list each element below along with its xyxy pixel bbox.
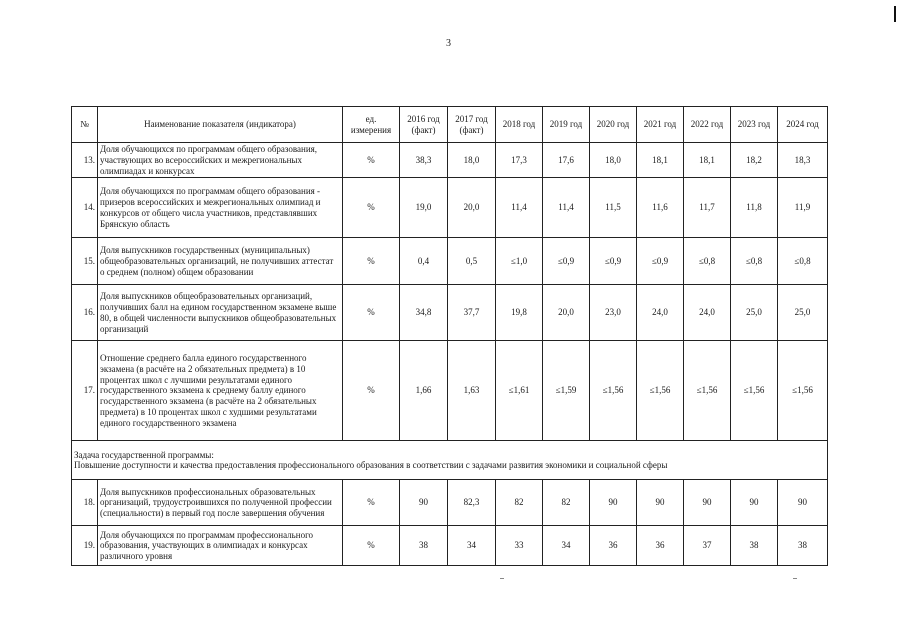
unit-cell: % [343, 480, 400, 526]
value-cell: 19,0 [400, 178, 448, 238]
value-cell: 38 [731, 526, 778, 566]
value-cell: 11,6 [637, 178, 684, 238]
row-number: 19. [72, 526, 98, 566]
value-cell: ≤1,56 [778, 341, 828, 441]
value-cell: 34 [448, 526, 496, 566]
value-cell: ≤0,9 [543, 238, 590, 285]
page-edge-mark [894, 6, 896, 22]
value-cell: 38 [400, 526, 448, 566]
indicator-name: Доля выпускников профессиональных образовательных организаций, трудоустроившихся по полученной профессии (специальности) в первый год после завершения обучения [98, 480, 343, 526]
value-cell: 33 [496, 526, 543, 566]
task-text: Повышение доступности и качества предоставления профессионального образования в соответствии с задачами развития экономики и социальной сферы [74, 460, 668, 471]
indicator-name: Доля выпускников государственных (муниципальных) общеобразовательных организаций, не получивших аттестат о среднем (полном) общем образовании [98, 238, 343, 285]
value-cell: ≤1,56 [637, 341, 684, 441]
indicator-name: Доля обучающихся по программам профессионального образования, участвующих в олимпиадах и конкурсах различного уровня [98, 526, 343, 566]
value-cell: 11,4 [496, 178, 543, 238]
value-cell: 18,1 [637, 143, 684, 178]
header-year: 2019 год [543, 107, 590, 143]
unit-cell: % [343, 341, 400, 441]
value-cell: 0,5 [448, 238, 496, 285]
value-cell: 18,3 [778, 143, 828, 178]
value-cell: 17,3 [496, 143, 543, 178]
page-number: 3 [446, 38, 451, 49]
value-cell: 90 [684, 480, 731, 526]
value-cell: 18,0 [448, 143, 496, 178]
header-year: 2024 год [778, 107, 828, 143]
header-unit: ед. измерения [343, 107, 400, 143]
indicator-name: Отношение среднего балла единого государственного экзамена (в расчёте на 2 обязательных предмета) в 10 процентах школ с лучшими результатами единого государственного экзамена к среднему баллу единого государственного экзамена (в расчёте на 2 обязательных предмета) в 10 процентах школ с худшими результатами единого государственного экзамена [98, 341, 343, 441]
value-cell: 17,6 [543, 143, 590, 178]
value-cell: 18,2 [731, 143, 778, 178]
value-cell: ≤1,56 [590, 341, 637, 441]
value-cell: 0,4 [400, 238, 448, 285]
row-number: 16. [72, 285, 98, 341]
header-year: 2021 год [637, 107, 684, 143]
row-number: 17. [72, 341, 98, 441]
value-cell: 19,8 [496, 285, 543, 341]
value-cell: 82,3 [448, 480, 496, 526]
value-cell: 82 [543, 480, 590, 526]
value-cell: 11,5 [590, 178, 637, 238]
table-body-professional [72, 480, 828, 566]
table-row [72, 341, 828, 441]
value-cell: 90 [778, 480, 828, 526]
value-cell: 37,7 [448, 285, 496, 341]
value-cell: ≤1,56 [684, 341, 731, 441]
table-row [72, 238, 828, 285]
task-label: Задача государственной программы: [74, 449, 214, 460]
value-cell: 11,9 [778, 178, 828, 238]
unit-cell: % [343, 526, 400, 566]
table-row [72, 285, 828, 341]
indicator-name: Доля обучающихся по программам общего образования, участвующих во всероссийских и межрегиональных олимпиадах и конкурсах [98, 143, 343, 178]
header-year: 2023 год [731, 107, 778, 143]
header-year: 2016 год (факт) [400, 107, 448, 143]
unit-cell: % [343, 285, 400, 341]
row-number: 13. [72, 143, 98, 178]
value-cell: ≤1,56 [731, 341, 778, 441]
header-year: 2017 год (факт) [448, 107, 496, 143]
value-cell: 24,0 [637, 285, 684, 341]
row-number: 18. [72, 480, 98, 526]
table-row [72, 526, 828, 566]
table-body-task [72, 441, 828, 480]
value-cell: ≤0,8 [778, 238, 828, 285]
value-cell: 90 [731, 480, 778, 526]
value-cell: 90 [590, 480, 637, 526]
value-cell: 18,1 [684, 143, 731, 178]
value-cell: 90 [637, 480, 684, 526]
value-cell: 20,0 [543, 285, 590, 341]
scan-smudge [500, 578, 504, 579]
value-cell: 36 [590, 526, 637, 566]
indicator-name: Доля выпускников общеобразовательных организаций, получивших балл на едином государственном экзамене выше 80, в общей численности выпускников общеобразовательных организаций [98, 285, 343, 341]
value-cell: 11,8 [731, 178, 778, 238]
value-cell: 23,0 [590, 285, 637, 341]
value-cell: 90 [400, 480, 448, 526]
unit-cell: % [343, 178, 400, 238]
value-cell: 38,3 [400, 143, 448, 178]
value-cell: 1,63 [448, 341, 496, 441]
header-num: № [72, 107, 98, 143]
table-header-row [72, 107, 828, 143]
row-number: 14. [72, 178, 98, 238]
indicators-table [71, 106, 828, 566]
value-cell: 34 [543, 526, 590, 566]
value-cell: 25,0 [731, 285, 778, 341]
value-cell: 38 [778, 526, 828, 566]
unit-cell: % [343, 238, 400, 285]
value-cell: 25,0 [778, 285, 828, 341]
value-cell: 18,0 [590, 143, 637, 178]
value-cell: ≤0,8 [731, 238, 778, 285]
value-cell: ≤1,59 [543, 341, 590, 441]
value-cell: 24,0 [684, 285, 731, 341]
value-cell: ≤0,9 [637, 238, 684, 285]
table-row [72, 143, 828, 178]
table-row [72, 178, 828, 238]
value-cell: 1,66 [400, 341, 448, 441]
value-cell: 11,7 [684, 178, 731, 238]
table-row [72, 480, 828, 526]
task-cell [72, 441, 828, 480]
value-cell: ≤0,8 [684, 238, 731, 285]
table-body-general [72, 143, 828, 441]
indicator-name: Доля обучающихся по программам общего образования - призеров всероссийских и межрегиональных олимпиад и конкурсов от общего числа участников, представлявших Брянскую область [98, 178, 343, 238]
value-cell: ≤0,9 [590, 238, 637, 285]
task-row [72, 441, 828, 480]
value-cell: 34,8 [400, 285, 448, 341]
value-cell: 36 [637, 526, 684, 566]
value-cell: 82 [496, 480, 543, 526]
unit-cell: % [343, 143, 400, 178]
value-cell: 37 [684, 526, 731, 566]
scan-smudge [793, 578, 797, 579]
value-cell: ≤1,0 [496, 238, 543, 285]
value-cell: 11,4 [543, 178, 590, 238]
header-name: Наименование показателя (индикатора) [98, 107, 343, 143]
value-cell: 20,0 [448, 178, 496, 238]
row-number: 15. [72, 238, 98, 285]
value-cell: ≤1,61 [496, 341, 543, 441]
header-year: 2020 год [590, 107, 637, 143]
header-year: 2022 год [684, 107, 731, 143]
header-year: 2018 год [496, 107, 543, 143]
